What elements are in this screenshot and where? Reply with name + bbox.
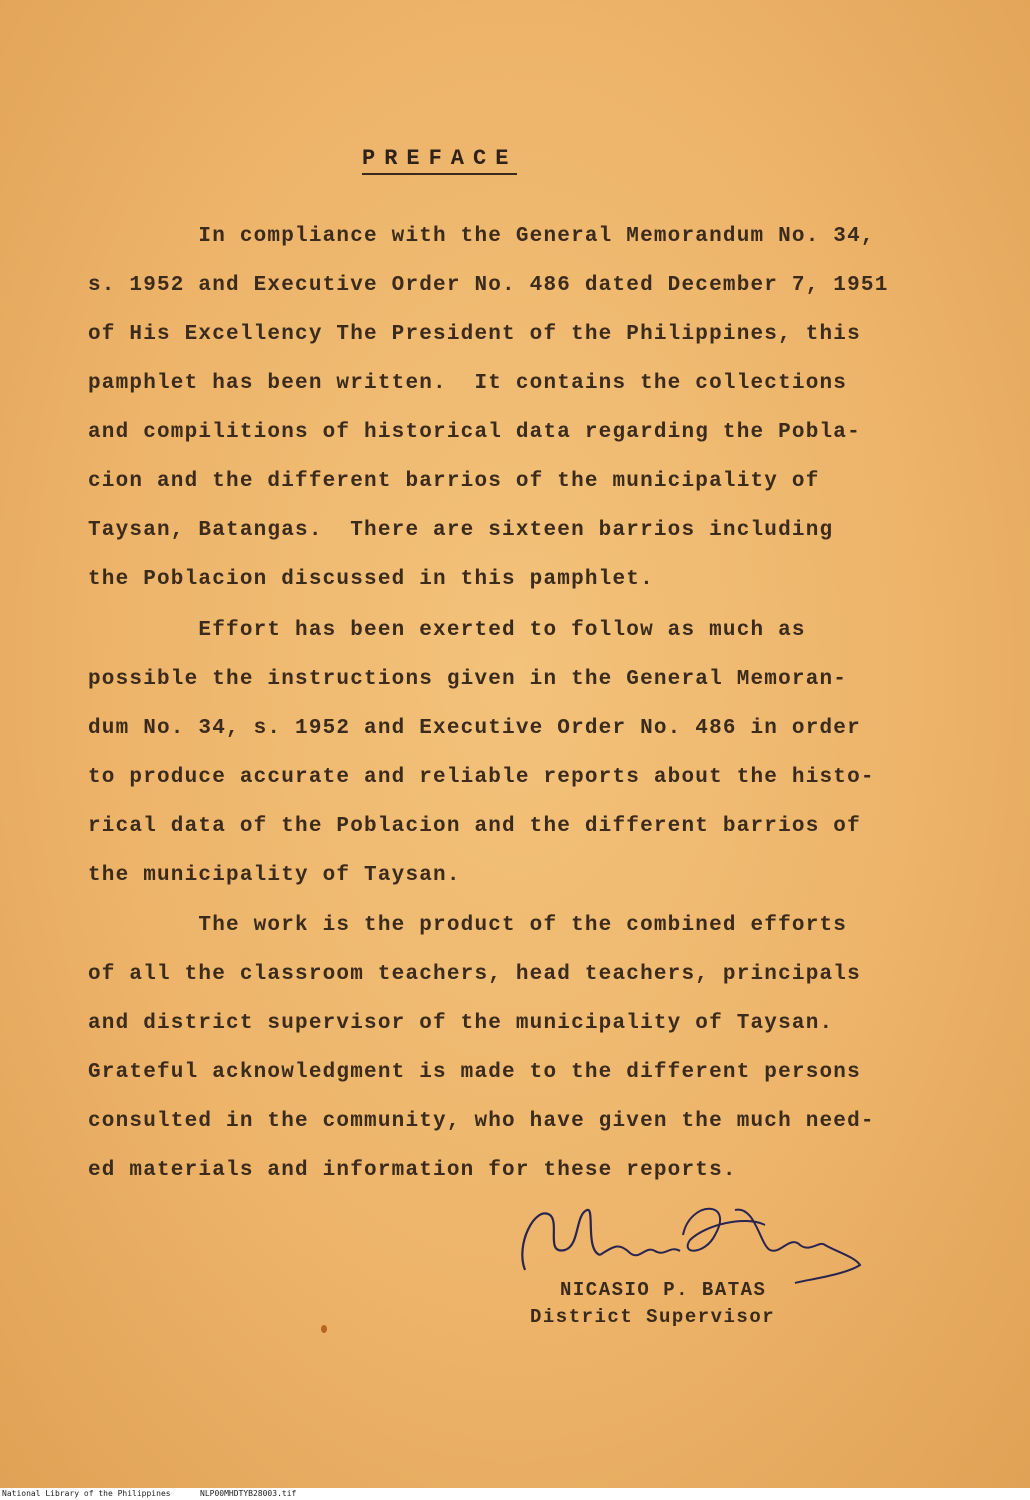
- text-line: pamphlet has been written. It contains the collections: [88, 372, 848, 395]
- text-line: of all the classroom teachers, head teachers, principals: [88, 963, 861, 986]
- text-line: Effort has been exerted to follow as much as: [88, 619, 806, 642]
- text-line: possible the instructions given in the General Memoran-: [88, 668, 848, 691]
- signatory-position: District Supervisor: [530, 1306, 776, 1328]
- ink-spot: [321, 1325, 327, 1333]
- paragraph-1: [88, 212, 968, 604]
- handwritten-signature: [505, 1195, 865, 1285]
- text-line: the Poblacion discussed in this pamphlet.: [88, 568, 654, 591]
- text-line: rical data of the Poblacion and the different barrios of: [88, 815, 861, 838]
- paragraph-2: [88, 606, 968, 900]
- text-line: cion and the different barrios of the municipality of: [88, 470, 820, 493]
- signatory-name: NICASIO P. BATAS: [560, 1279, 767, 1301]
- scan-footer: [0, 1488, 1030, 1500]
- text-line: Grateful acknowledgment is made to the different persons: [88, 1061, 861, 1084]
- text-line: ed materials and information for these reports.: [88, 1159, 737, 1182]
- text-line: In compliance with the General Memorandum No. 34,: [88, 225, 875, 248]
- text-line: The work is the product of the combined efforts: [88, 914, 848, 937]
- text-line: and district supervisor of the municipality of Taysan.: [88, 1012, 834, 1035]
- text-line: the municipality of Taysan.: [88, 864, 461, 887]
- text-line: s. 1952 and Executive Order No. 486 dated December 7, 1951: [88, 274, 889, 297]
- text-line: Taysan, Batangas. There are sixteen barrios including: [88, 519, 834, 542]
- text-line: to produce accurate and reliable reports about the histo-: [88, 766, 875, 789]
- text-line: of His Excellency The President of the Philippines, this: [88, 323, 861, 346]
- text-line: and compilitions of historical data regarding the Pobla-: [88, 421, 861, 444]
- paragraph-3: [88, 901, 968, 1195]
- text-line: consulted in the community, who have given the much need-: [88, 1110, 875, 1133]
- footer-filename: NLP00MHDTYB28003.tif: [200, 1489, 297, 1498]
- footer-source: National Library of the Philippines: [2, 1489, 171, 1498]
- page-title: PREFACE: [362, 146, 517, 175]
- text-line: dum No. 34, s. 1952 and Executive Order No. 486 in order: [88, 717, 861, 740]
